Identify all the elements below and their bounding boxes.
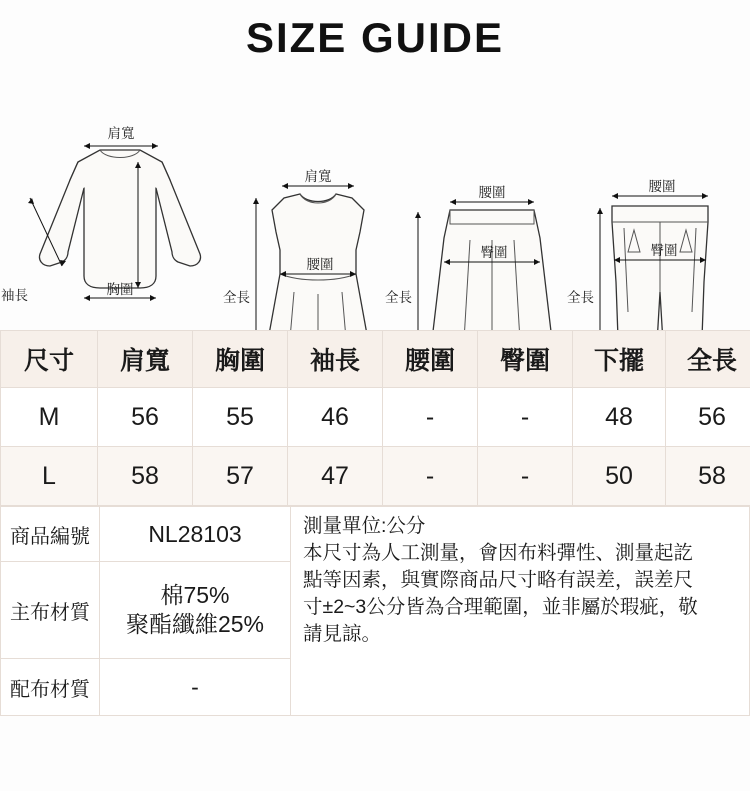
label-product-no: 商品編號 [1, 507, 100, 562]
header-hip: 臀圍 [478, 331, 573, 388]
cell-waist: - [383, 447, 478, 506]
skirt-label-waist: 腰圍 [478, 185, 506, 200]
skirt-label-length: 全長 [385, 290, 412, 305]
dress-label-shoulder: 肩寬 [304, 169, 332, 184]
label-sub-fabric: 配布材質 [1, 659, 100, 716]
note-line-3: 點等因素，與實際商品尺寸略有誤差，誤差尺 [303, 568, 694, 591]
skirt-label-hip: 臀圍 [480, 245, 508, 260]
top-label-sleeve: 袖長 [1, 288, 28, 303]
cell-hem: 48 [573, 388, 666, 447]
pants-diagram [567, 179, 708, 330]
header-sleeve: 袖長 [288, 331, 383, 388]
dress-label-length: 全長 [223, 290, 250, 305]
main-fabric-line-1: 棉75% [160, 582, 230, 609]
dress-diagram [223, 169, 372, 330]
diagram-row [0, 62, 750, 330]
header-shoulder: 肩寬 [98, 331, 193, 388]
top-label-shoulder: 肩寬 [107, 126, 135, 141]
cell-hip: - [478, 388, 573, 447]
header-size: 尺寸 [1, 331, 98, 388]
cell-bust: 57 [193, 447, 288, 506]
main-fabric-line-2: 聚酯纖維25% [125, 611, 265, 637]
note-line-4: 寸±2~3公分皆為合理範圍，並非屬於瑕疵，敬 [303, 595, 698, 618]
pants-label-length: 全長 [567, 290, 594, 305]
header-hem: 下擺 [573, 331, 666, 388]
skirt-diagram [385, 185, 556, 330]
cell-sleeve: 47 [288, 447, 383, 506]
table-row [1, 447, 750, 506]
note-line-1: 測量單位:公分 [303, 515, 426, 537]
cell-shoulder: 58 [98, 447, 193, 506]
cell-bust: 55 [193, 388, 288, 447]
cell-sleeve: 46 [288, 388, 383, 447]
cell-length: 56 [666, 388, 750, 447]
size-table [0, 330, 750, 506]
info-row-product-no [1, 507, 750, 562]
pants-label-hip: 臀圍 [650, 243, 678, 258]
measurement-note [291, 507, 750, 716]
table-row [1, 388, 750, 447]
size-table-header-row [1, 331, 750, 388]
value-sub-fabric: - [100, 659, 291, 716]
cell-waist: - [383, 388, 478, 447]
cell-size: M [1, 388, 98, 447]
label-main-fabric: 主布材質 [1, 562, 100, 659]
value-main-fabric [100, 562, 291, 659]
dress-label-waist: 腰圍 [306, 257, 334, 272]
top-label-bust: 胸圍 [106, 282, 134, 297]
note-line-2: 本尺寸為人工測量，會因布料彈性、測量起訖 [303, 541, 694, 564]
top-diagram [1, 126, 201, 330]
cell-size: L [1, 447, 98, 506]
note-line-5: 請見諒。 [303, 622, 382, 645]
page-title: SIZE GUIDE [245, 14, 505, 61]
cell-hip: - [478, 447, 573, 506]
header-length: 全長 [666, 331, 750, 388]
pants-label-waist: 腰圍 [648, 179, 676, 194]
info-table [0, 506, 750, 716]
header-waist: 腰圍 [383, 331, 478, 388]
cell-hem: 50 [573, 447, 666, 506]
header-bust: 胸圍 [193, 331, 288, 388]
cell-shoulder: 56 [98, 388, 193, 447]
value-product-no: NL28103 [100, 507, 291, 562]
cell-length: 58 [666, 447, 750, 506]
